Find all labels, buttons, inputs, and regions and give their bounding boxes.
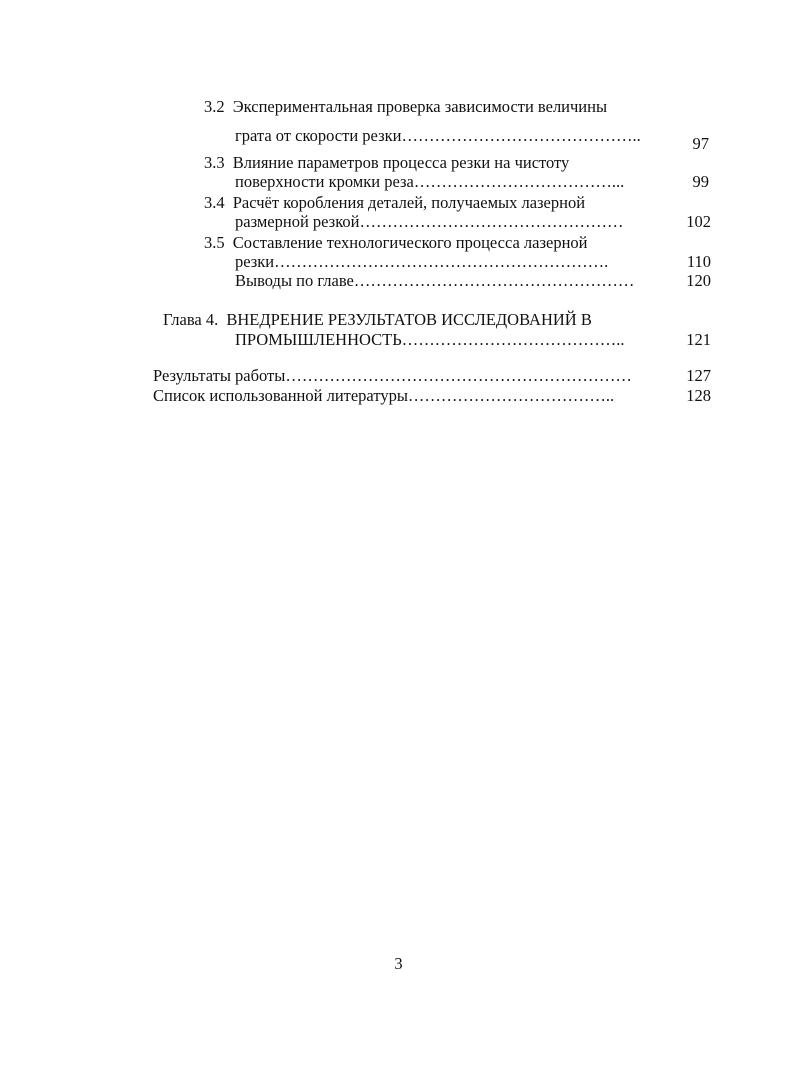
toc-entry-3-3-line2 <box>235 172 624 192</box>
toc-chapter-4-line1 <box>163 310 592 330</box>
toc-leader-dots: …………………………………………… <box>353 271 635 290</box>
toc-leader-dots: ………………………………………… <box>359 212 624 231</box>
toc-page-number: 97 <box>692 134 709 153</box>
toc-entry-conclusions <box>235 271 634 291</box>
toc-entry-3-2-line1 <box>204 97 607 117</box>
toc-entry-3-4-line2 <box>235 212 623 232</box>
toc-entry-title-cont: грата от скорости резки <box>235 126 402 145</box>
toc-leader-dots: ……………………………………………………… <box>285 366 632 385</box>
toc-entry-title: Влияние параметров процесса резки на чистоту <box>232 153 570 172</box>
toc-entry-title-cont: резки <box>235 252 275 271</box>
toc-entry-title: Расчёт коробления деталей, получаемых лазерной <box>232 193 586 212</box>
toc-entry-number: 3.2 <box>204 97 225 116</box>
toc-entry-title: Список использованной литературы <box>153 386 408 405</box>
toc-entry-3-5-line2 <box>235 252 608 272</box>
toc-entry-results <box>153 366 632 386</box>
toc-entry-references <box>153 386 614 406</box>
toc-chapter-title: ВНЕДРЕНИЕ РЕЗУЛЬТАТОВ ИССЛЕДОВАНИЙ В <box>226 310 592 329</box>
toc-entry-number: 3.5 <box>204 233 225 252</box>
toc-entry-title-cont: размерной резкой <box>235 212 360 231</box>
toc-entry-title: Результаты работы <box>153 366 286 385</box>
toc-page-number: 121 <box>686 330 711 349</box>
toc-entry-3-5-line1 <box>204 233 588 253</box>
toc-entry-title: Выводы по главе <box>235 271 354 290</box>
toc-entry-number: 3.3 <box>204 153 225 172</box>
toc-entry-number: 3.4 <box>204 193 225 212</box>
toc-entry-title: Составление технологического процесса лазерной <box>232 233 588 252</box>
toc-page-number: 120 <box>686 271 711 290</box>
toc-chapter-title-cont: ПРОМЫШЛЕННОСТЬ <box>235 330 402 349</box>
toc-leader-dots: ………………………………….. <box>401 330 625 349</box>
toc-entry-title: Экспериментальная проверка зависимости величины <box>232 97 608 116</box>
page-number-footer: 3 <box>394 954 403 973</box>
toc-leader-dots: …………………………………….. <box>401 126 641 145</box>
toc-page-number: 99 <box>692 172 709 191</box>
toc-page-number: 128 <box>686 386 711 405</box>
toc-chapter-4-line2 <box>235 330 624 350</box>
toc-chapter-label: Глава 4. <box>163 310 219 329</box>
toc-page-number: 102 <box>686 212 711 231</box>
toc-entry-3-2-line2 <box>235 126 641 146</box>
toc-leader-dots: ……………………………….. <box>407 386 615 405</box>
toc-entry-3-4-line1 <box>204 193 585 213</box>
toc-page-number: 127 <box>686 366 711 385</box>
toc-leader-dots: ………………………………... <box>413 172 625 191</box>
toc-leader-dots: ……………………………………………………. <box>274 252 609 271</box>
toc-page-number: 110 <box>686 252 711 271</box>
toc-entry-title-cont: поверхности кромки реза <box>235 172 414 191</box>
toc-entry-3-3-line1 <box>204 153 569 173</box>
